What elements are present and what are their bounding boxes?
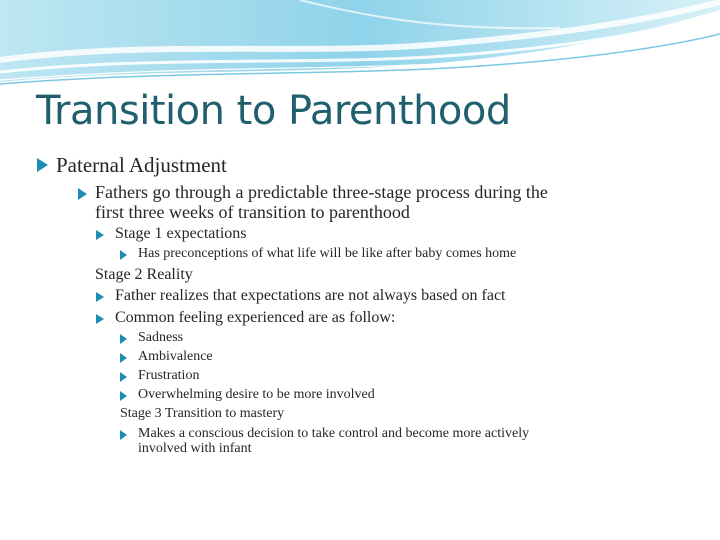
arrowhead-icon [96, 314, 104, 324]
arrowhead-icon [96, 292, 104, 302]
arrowhead-icon [120, 334, 127, 344]
stage2-label: Stage 2 Reality [95, 266, 193, 283]
slide-title: Transition to Parenthood [36, 88, 511, 134]
bullet-stage1: Stage 1 expectations [115, 225, 247, 242]
bullet-fathers-process: Fathers go through a predictable three-stage process during the [95, 182, 548, 202]
stage3-label: Stage 3 Transition to mastery [120, 406, 285, 421]
bullet-fathers-process-cont: first three weeks of transition to parenthood [95, 202, 410, 222]
feeling-item: Frustration [138, 368, 200, 383]
bullet-stage2-item1: Father realizes that expectations are not always based on fact [115, 287, 506, 304]
bullet-paternal-adjustment: Paternal Adjustment [56, 153, 227, 177]
bullet-stage3-detail: Makes a conscious decision to take control and become more actively [138, 426, 530, 441]
feeling-item: Sadness [138, 330, 184, 345]
feeling-item: Ambivalence [138, 349, 213, 364]
arrowhead-icon [37, 158, 48, 172]
feeling-item: Overwhelming desire to be more involved [138, 387, 375, 402]
arrowhead-icon [120, 250, 127, 260]
arrowhead-icon [120, 372, 127, 382]
bullet-stage2-item2: Common feeling experienced are as follow: [115, 309, 396, 326]
bullet-stage1-detail: Has preconceptions of what life will be like after baby comes home [138, 246, 517, 261]
bullet-stage3-detail-cont: involved with infant [138, 441, 252, 456]
arrowhead-icon [78, 188, 87, 200]
arrowhead-icon [120, 353, 127, 363]
decorative-wave-banner [0, 0, 720, 95]
arrowhead-icon [120, 391, 127, 401]
arrowhead-icon [96, 230, 104, 240]
arrowhead-icon [120, 430, 127, 440]
